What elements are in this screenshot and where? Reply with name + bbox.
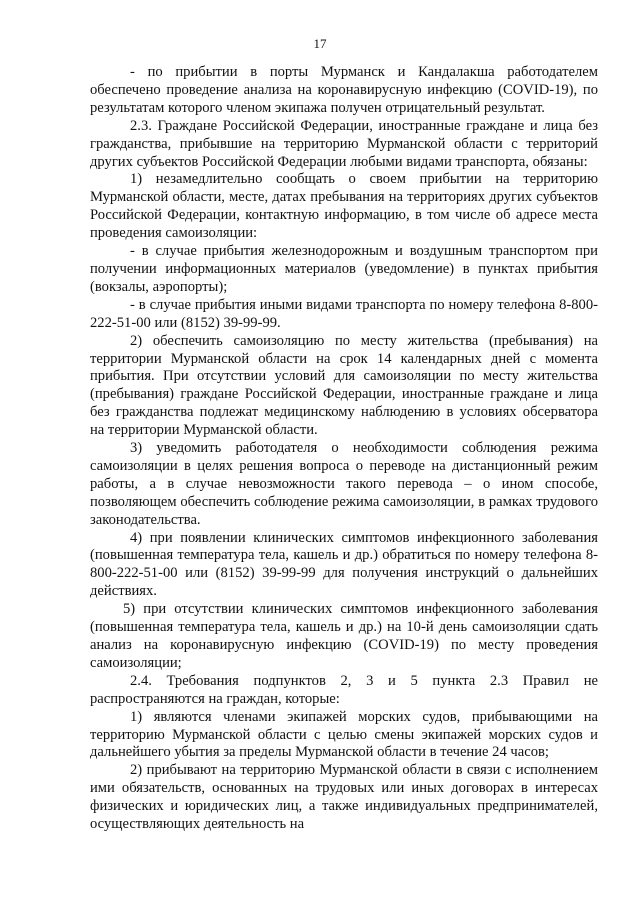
paragraph-2-3: 2.3. Граждане Российской Федерации, иностранные граждане и лица без гражданства, прибывшие на территорию Мурманской области с территорий других субъектов Российской Федерации любыми видами транспорта, обязаны: <box>90 117 598 170</box>
paragraph-2-3-item-2: 2) обеспечить самоизоляцию по месту жительства (пребывания) на территории Мурманской области на срок 14 календарных дней с момента прибытия. При отсутствии условий для самоизоляции по месту жительства (пребывания) граждане Российской Федерации, иностранные граждане и лица без гражданства подлежат медицинскому наблюдению в условиях обсерватора на территории Мурманской области. <box>90 332 598 439</box>
paragraph-2-3-item-3: 3) уведомить работодателя о необходимости соблюдения режима самоизоляции в целях решения вопроса о переводе на дистанционный режим работы, а в случае невозможности такого перевода – о ином способе, позволяющем обеспечить соблюдение режима самоизоляции, в рамках трудового законодательства. <box>90 440 598 528</box>
paragraph-2-4-item-1: 1) являются членами экипажей морских судов, прибывающими на территорию Мурманской области с целью смены экипажей морских судов и дальнейшего убытия за пределы Мурманской области в течение 24 часов; <box>90 708 598 761</box>
paragraph-2-4: 2.4. Требования подпунктов 2, 3 и 5 пункта 2.3 Правил не распространяются на граждан, которые: <box>90 672 598 707</box>
paragraph-arrival-ports: - по прибытии в порты Мурманск и Кандалакша работодателем обеспечено проведение анализа на коронавирусную инфекцию (COVID-19), по результатам которого членом экипажа получен отрицательный результат. <box>90 64 598 116</box>
paragraph-2-3-item-5: 5) при отсутствии клинических симптомов инфекционного заболевания (повышенная температура тела, кашель и др.) на 10-й день самоизоляции сдать анализ на коронавирусную инфекцию (COVID-19) по месту проведения самоизоляции; <box>90 601 598 671</box>
paragraph-other-transport: - в случае прибытия иными видами транспорта по номеру телефона 8-800-222-51-00 или (8152) 39-99-99. <box>90 296 598 331</box>
paragraph-2-3-item-1: 1) незамедлительно сообщать о своем прибытии на территорию Мурманской области, месте, датах пребывания на территориях других субъектов Российской Федерации, контактную информацию, в том числе об адресе места проведения самоизоляции: <box>90 171 598 242</box>
page-number: 17 <box>313 36 327 51</box>
paragraph-2-4-item-2: 2) прибывают на территорию Мурманской области в связи с исполнением ими обязательств, основанных на трудовых или иных договорах в интересах физических и юридических лиц, а также индивидуальных предпринимателей, осуществляющих деятельность на <box>90 762 598 833</box>
paragraph-rail-air-transport: - в случае прибытия железнодорожным и воздушным транспортом при получении информационных материалов (уведомление) в пунктах прибытия (вокзалы, аэропорты); <box>90 243 598 295</box>
paragraph-2-3-item-4: 4) при появлении клинических симптомов инфекционного заболевания (повышенная температура тела, кашель и др.) обратиться по номеру телефона 8-800-222-51-00 или (8152) 39-99-99 для получения инструкций о дальнейших действиях. <box>90 529 598 600</box>
document-body <box>90 64 598 834</box>
